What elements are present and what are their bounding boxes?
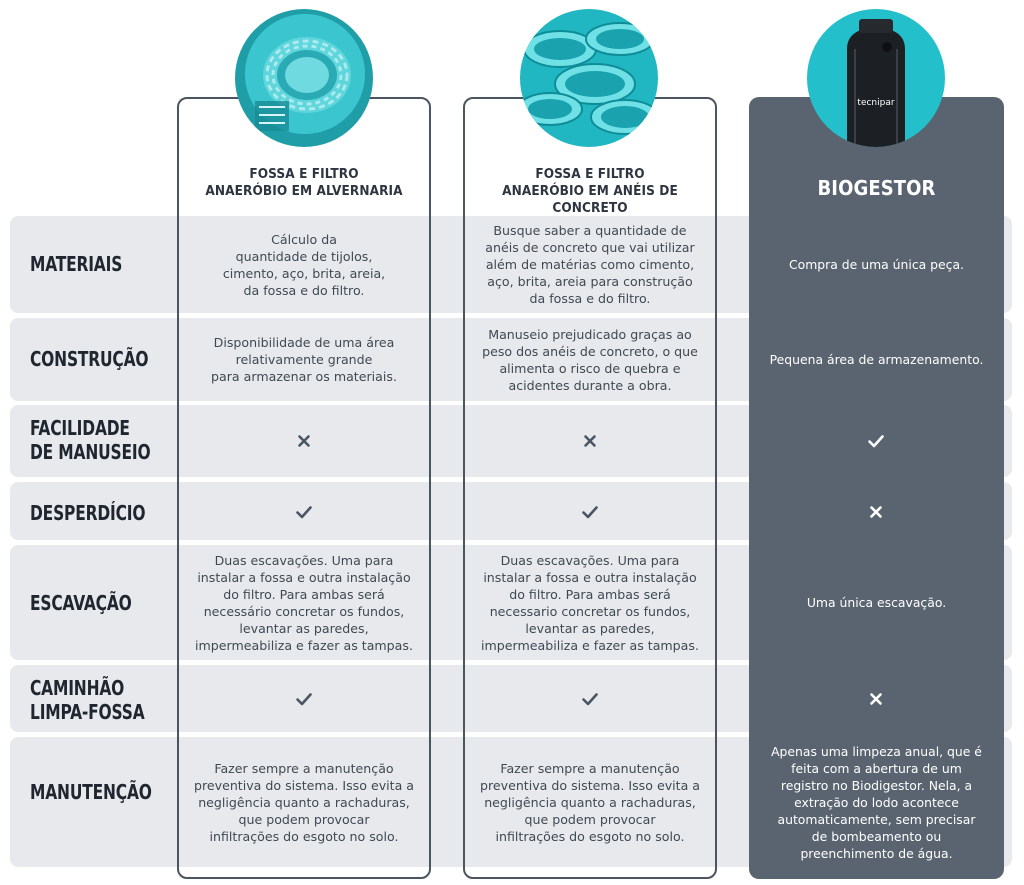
row-label-facilidade-line2: DE MANUSEIO — [30, 440, 151, 464]
cell-materiais-biogestor — [752, 216, 1001, 313]
column-title-alvenaria-line2: ANAERÓBIO EM ALVERNARIA — [205, 183, 403, 199]
cell-text: Fazer sempre a manutenção preventiva do sistema. Isso evita a negligência quanto a rachaduras, que podem provocar infiltrações do esgoto no solo. — [479, 760, 701, 844]
row-label-desperdicio-text: DESPERDÍCIO — [30, 501, 146, 525]
row-label-construcao — [30, 347, 148, 371]
row-label-construcao-text: CONSTRUÇÃO — [30, 347, 149, 371]
cell-escavacao-aneis — [467, 545, 713, 660]
check-icon — [580, 502, 600, 522]
desperdicio-aneis-mark-icon — [580, 502, 600, 522]
row-label-manutencao-text: MANUTENÇÃO — [30, 780, 152, 804]
biogestor-tank-photo — [807, 9, 945, 147]
facilidade-alvenaria-mark-icon — [294, 431, 314, 451]
cross-icon — [580, 431, 600, 451]
cell-materiais-alvenaria — [181, 216, 427, 313]
check-icon — [294, 689, 314, 709]
row-label-facilidade — [30, 416, 150, 464]
caminhao-biogestor-mark-icon — [866, 689, 886, 709]
facilidade-biogestor-mark-icon — [866, 431, 886, 451]
column-title-aneis — [463, 166, 717, 217]
column-title-alvenaria-line1: FOSSA E FILTRO — [249, 166, 359, 182]
cell-construcao-aneis — [467, 318, 713, 401]
row-label-caminhao — [30, 676, 145, 724]
row-label-materiais-text: MATERIAIS — [30, 252, 123, 276]
cell-text: Compra de uma única peça. — [789, 257, 964, 272]
cell-escavacao-alvenaria — [181, 545, 427, 660]
cell-manutencao-alvenaria — [181, 737, 427, 867]
row-label-escavacao-text: ESCAVAÇÃO — [30, 591, 132, 615]
row-label-caminhao-line2: LIMPA-FOSSA — [30, 700, 145, 724]
check-icon — [580, 689, 600, 709]
tank-brand-text: tecnipar — [857, 98, 895, 108]
row-label-materiais — [30, 252, 122, 276]
cell-text: Apenas uma limpeza anual, que é feita com a abertura de um registro no Biodigestor. Nela, a extração do lodo acontece automaticamente, sem precisar de bombeamento ou preenchimento de água. — [771, 743, 982, 861]
row-label-manutencao — [30, 780, 152, 804]
cell-text: Busque saber a quantidade de anéis de concreto que vai utilizar além de matérias como cimento, aço, brita, areia para construção da fossa e do filtro. — [485, 223, 695, 306]
cell-text: Manuseio prejudicado graças ao peso dos anéis de concreto, o que alimenta o risco de quebra e acidentes durante a obra. — [482, 326, 698, 393]
facilidade-aneis-mark-icon — [580, 431, 600, 451]
cell-text: Cálculo da quantidade de tijolos, cimento, aço, brita, areia, da fossa e do filtro. — [222, 231, 386, 298]
cross-icon — [294, 431, 314, 451]
cell-text: Duas escavações. Uma para instalar a fossa e outra instalação do filtro. Para ambas será necessário concretar os fundos, levantar as paredes, impermeabiliza e fazer as tampas. — [195, 552, 413, 653]
row-label-desperdicio — [30, 501, 145, 525]
row-label-facilidade-line1: FACILIDADE — [30, 416, 130, 440]
cross-icon — [866, 689, 886, 709]
cell-text: Uma única escavação. — [806, 595, 947, 610]
cell-construcao-biogestor — [752, 318, 1001, 401]
column-title-biogestor: BIOGESTOR — [817, 176, 936, 200]
cell-text: Duas escavações. Uma para instalar a fossa e outra instalação do filtro. Para ambas será necessario concretar os fundos, levantar as paredes, impermeabiliza e fazer as tampas. — [481, 552, 699, 653]
cell-text: Fazer sempre a manutenção preventiva do sistema. Isso evita a negligência quanto a rachaduras, que podem provocar infiltrações do esgoto no solo. — [193, 760, 415, 844]
row-label-caminhao-line1: CAMINHÃO — [30, 676, 125, 700]
cell-construcao-alvenaria — [181, 318, 427, 401]
caminhao-alvenaria-mark-icon — [294, 689, 314, 709]
check-icon — [294, 502, 314, 522]
alvenaria-photo — [235, 9, 373, 147]
desperdicio-biogestor-mark-icon — [866, 502, 886, 522]
aneis-concreto-photo — [520, 9, 658, 147]
caminhao-aneis-mark-icon — [580, 689, 600, 709]
column-title-aneis-line2: ANAERÓBIO EM ANÉIS DE CONCRETO — [502, 183, 678, 216]
row-label-escavacao — [30, 591, 132, 615]
cell-escavacao-biogestor — [752, 545, 1001, 660]
column-title-aneis-line1: FOSSA E FILTRO — [535, 166, 645, 182]
check-icon — [866, 431, 886, 451]
cell-manutencao-biogestor — [752, 737, 1001, 867]
cell-text: Disponibilidade de uma área relativamente grande para armazenar os materiais. — [211, 335, 397, 384]
desperdicio-alvenaria-mark-icon — [294, 502, 314, 522]
cell-text: Pequena área de armazenamento. — [769, 352, 984, 367]
column-title-alvenaria — [177, 166, 431, 200]
cross-icon — [866, 502, 886, 522]
cell-materiais-aneis — [467, 216, 713, 313]
cell-manutencao-aneis — [467, 737, 713, 867]
